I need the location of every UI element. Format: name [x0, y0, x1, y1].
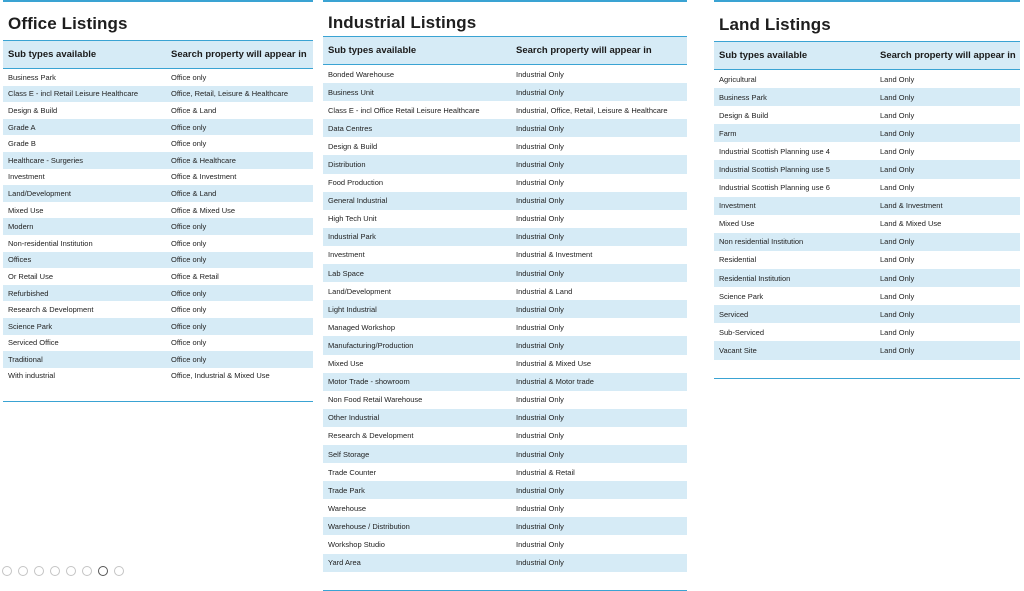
- subtype-cell: Business Park: [714, 88, 875, 106]
- subtype-cell: Manufacturing/Production: [323, 336, 511, 354]
- subtype-cell: Warehouse: [328, 503, 367, 513]
- search-category-cell: Industrial Only: [516, 503, 564, 513]
- column-header-subtypes: Sub types available: [323, 37, 511, 65]
- subtype-cell: Motor Trade - showroom: [323, 373, 511, 391]
- subtype-cell: Food Production: [328, 178, 384, 188]
- table-row: [323, 246, 687, 264]
- industrial-listings-title: Industrial Listings: [328, 13, 477, 32]
- search-category-cell: Office only: [166, 119, 313, 136]
- table-row: [323, 391, 687, 409]
- table-row: [3, 252, 313, 269]
- table-row: [3, 318, 313, 335]
- search-category-cell: Land Only: [875, 233, 1020, 251]
- search-category-cell: Industrial Only: [511, 409, 687, 427]
- table-row: [714, 179, 1020, 197]
- search-category-cell: Office & Mixed Use: [171, 205, 236, 215]
- search-category-cell: Land Only: [880, 255, 915, 265]
- search-category-cell: Industrial & Land: [516, 286, 573, 296]
- search-category-cell: Industrial Only: [511, 264, 687, 282]
- subtype-cell: Business Unit: [323, 83, 511, 101]
- subtype-cell: Mixed Use: [8, 205, 44, 215]
- search-category-cell: Industrial Only: [516, 431, 564, 441]
- table-row: [323, 83, 687, 101]
- table-row: [3, 351, 313, 368]
- table-row: [3, 69, 313, 86]
- table-row: [323, 228, 687, 246]
- video-icon[interactable]: [98, 566, 108, 576]
- subtype-cell: Class E - incl Office Retail Leisure Healthcare: [328, 105, 480, 115]
- search-category-cell: Office & Land: [166, 185, 313, 202]
- subtype-cell: High Tech Unit: [328, 214, 377, 224]
- subtype-cell: Workshop Studio: [328, 539, 385, 549]
- land-listings-table: [714, 41, 1020, 379]
- table-row: [323, 445, 687, 463]
- search-category-cell: Office only: [166, 285, 313, 302]
- search-category-cell: Land Only: [880, 327, 915, 337]
- table-row: [3, 285, 313, 302]
- table-row: [3, 368, 313, 385]
- search-category-cell: Industrial Only: [511, 228, 687, 246]
- search-category-cell: Land Only: [880, 74, 915, 84]
- table-row: [714, 142, 1020, 160]
- search-category-cell: Industrial & Motor trade: [511, 373, 687, 391]
- subtype-cell: Residential Institution: [714, 269, 875, 287]
- search-category-cell: Office only: [171, 72, 207, 82]
- more-icon[interactable]: [114, 566, 124, 576]
- divider: [323, 572, 687, 591]
- subtype-cell: Serviced Office: [8, 338, 59, 348]
- table-row: [323, 336, 687, 354]
- divider: [714, 360, 1020, 379]
- table-row: [323, 463, 687, 481]
- subtype-cell: Mixed Use: [328, 359, 364, 369]
- search-category-cell: Office, Industrial & Mixed Use: [171, 371, 270, 381]
- table-row: [323, 101, 687, 119]
- table-row: [323, 300, 687, 318]
- table-row: [323, 155, 687, 173]
- search-category-cell: Land Only: [880, 146, 915, 156]
- subtype-cell: Investment: [714, 197, 875, 215]
- search-category-cell: Land Only: [880, 291, 915, 301]
- subtype-cell: Non-residential Institution: [8, 238, 93, 248]
- table-row: [714, 215, 1020, 233]
- search-category-cell: Office & Retail: [171, 271, 219, 281]
- table-row: [323, 192, 687, 210]
- search-category-cell: Industrial Only: [516, 539, 564, 549]
- table-row: [323, 174, 687, 192]
- subtype-cell: Farm: [714, 124, 875, 142]
- table-header-row: [714, 42, 1020, 70]
- subtype-cell: Self Storage: [323, 445, 511, 463]
- subtype-cell: Lab Space: [323, 264, 511, 282]
- search-category-cell: Land Only: [875, 341, 1020, 359]
- table-row: [714, 233, 1020, 251]
- subtype-cell: Research & Development: [8, 305, 94, 315]
- subtype-cell: Modern: [3, 218, 166, 235]
- subtype-cell: Design & Build: [8, 105, 58, 115]
- subtype-cell: Other Industrial: [323, 409, 511, 427]
- search-category-cell: Industrial Only: [511, 336, 687, 354]
- search-category-cell: Office only: [171, 305, 207, 315]
- table-row: [3, 102, 313, 119]
- column-header-subtypes: Sub types available: [714, 42, 875, 70]
- search-category-cell: Land & Investment: [875, 197, 1020, 215]
- table-row: [323, 427, 687, 445]
- divider: [3, 384, 313, 401]
- table-row: [323, 137, 687, 155]
- search-category-cell: Industrial Only: [511, 155, 687, 173]
- table-header-row: [323, 37, 687, 65]
- search-category-cell: Industrial Only: [511, 481, 687, 499]
- table-row: [3, 135, 313, 152]
- table-bottom-border: [323, 572, 687, 591]
- zoom-icon[interactable]: [66, 566, 76, 576]
- table-row: [3, 301, 313, 318]
- search-category-cell: Industrial Only: [511, 192, 687, 210]
- search-category-cell: Industrial Only: [516, 214, 564, 224]
- search-category-cell: Office & Investment: [171, 172, 237, 182]
- subtype-cell: Design & Build: [719, 110, 769, 120]
- column-header-search: Search property will appear in: [875, 42, 1020, 70]
- search-category-cell: Industrial Only: [511, 119, 687, 137]
- table-row: [323, 355, 687, 373]
- table-row: [323, 535, 687, 553]
- subtype-cell: Science Park: [719, 291, 764, 301]
- subtype-cell: With industrial: [8, 371, 56, 381]
- table-row: [3, 335, 313, 352]
- table-row: [714, 269, 1020, 287]
- search-category-cell: Office & Healthcare: [166, 152, 313, 169]
- subtype-cell: Grade B: [8, 139, 36, 149]
- search-category-cell: Industrial Only: [511, 445, 687, 463]
- subtype-cell: Land/Development: [328, 286, 391, 296]
- subtype-cell: Distribution: [323, 155, 511, 173]
- table-row: [323, 210, 687, 228]
- table-row: [714, 70, 1020, 89]
- search-category-cell: Land Only: [880, 183, 915, 193]
- subtype-cell: Class E - incl Retail Leisure Healthcare: [3, 86, 166, 103]
- search-category-cell: Office only: [166, 318, 313, 335]
- search-category-cell: Land & Mixed Use: [880, 219, 942, 229]
- subtype-cell: Industrial Scottish Planning use 4: [719, 146, 830, 156]
- table-row: [323, 554, 687, 572]
- search-category-cell: Land Only: [875, 269, 1020, 287]
- search-category-cell: Industrial Only: [516, 141, 564, 151]
- subtype-cell: General Industrial: [323, 192, 511, 210]
- table-bottom-border: [3, 384, 313, 401]
- table-row: [714, 124, 1020, 142]
- industrial-listings-panel: [323, 0, 687, 591]
- search-category-cell: Industrial, Office, Retail, Leisure & Healthcare: [516, 105, 668, 115]
- subtype-cell: Business Park: [8, 72, 56, 82]
- subtype-cell: Grade A: [3, 119, 166, 136]
- subtype-cell: Refurbished: [3, 285, 166, 302]
- search-category-cell: Industrial Only: [516, 322, 564, 332]
- column-header-search: Search property will appear in: [166, 41, 313, 69]
- table-row: [3, 202, 313, 219]
- table-row: [714, 88, 1020, 106]
- table-row: [714, 197, 1020, 215]
- table-row: [3, 119, 313, 136]
- subtype-cell: Agricultural: [719, 74, 757, 84]
- office-listings-table: [3, 40, 313, 402]
- subtype-cell: Non residential Institution: [714, 233, 875, 251]
- search-category-cell: Industrial Only: [511, 83, 687, 101]
- search-category-cell: Industrial Only: [511, 554, 687, 572]
- subtype-cell: Land/Development: [3, 185, 166, 202]
- subtype-cell: Healthcare - Surgeries: [3, 152, 166, 169]
- subtype-cell: Serviced: [714, 305, 875, 323]
- copy-icon[interactable]: [50, 566, 60, 576]
- search-category-cell: Office only: [166, 252, 313, 269]
- table-row: [323, 318, 687, 336]
- table-row: [3, 218, 313, 235]
- table-row: [714, 323, 1020, 341]
- search-category-cell: Industrial & Mixed Use: [516, 359, 592, 369]
- table-row: [323, 264, 687, 282]
- office-listings-panel: [3, 0, 313, 402]
- land-listings-title: Land Listings: [719, 15, 831, 34]
- table-row: [714, 287, 1020, 305]
- table-row: [323, 282, 687, 300]
- subtype-cell: Industrial Scottish Planning use 5: [714, 160, 875, 178]
- subtype-cell: Investment: [8, 172, 45, 182]
- table-row: [323, 517, 687, 535]
- column-header-search: Search property will appear in: [511, 37, 687, 65]
- forward-icon[interactable]: [18, 566, 28, 576]
- back-icon[interactable]: [2, 566, 12, 576]
- search-category-cell: Office only: [171, 238, 207, 248]
- search-category-cell: Industrial Only: [511, 300, 687, 318]
- search-category-cell: Office only: [166, 218, 313, 235]
- subtype-cell: Offices: [3, 252, 166, 269]
- subtype-cell: Trade Counter: [328, 467, 377, 477]
- table-row: [3, 152, 313, 169]
- table-row: [323, 65, 687, 84]
- subtype-cell: Warehouse / Distribution: [323, 517, 511, 535]
- search-category-cell: Industrial Only: [516, 178, 564, 188]
- subtype-cell: Mixed Use: [719, 219, 755, 229]
- table-bottom-border: [714, 360, 1020, 379]
- table-row: [3, 86, 313, 103]
- search-category-cell: Office only: [171, 338, 207, 348]
- subtype-cell: Residential: [719, 255, 757, 265]
- land-listings-panel: [714, 0, 1020, 379]
- search-category-cell: Land Only: [875, 88, 1020, 106]
- table-row: [3, 268, 313, 285]
- subtype-cell: Trade Park: [323, 481, 511, 499]
- office-listings-title: Office Listings: [8, 14, 128, 33]
- pen-icon[interactable]: [34, 566, 44, 576]
- subtype-cell: Science Park: [3, 318, 166, 335]
- search-category-cell: Land Only: [875, 124, 1020, 142]
- table-row: [3, 185, 313, 202]
- subtype-cell: Or Retail Use: [8, 271, 54, 281]
- search-category-cell: Office & Land: [171, 105, 217, 115]
- subtype-cell: Traditional: [3, 351, 166, 368]
- slideshow-toolbar: [2, 566, 124, 577]
- search-category-cell: Industrial Only: [516, 395, 564, 405]
- subtype-cell: Industrial Scottish Planning use 6: [719, 183, 830, 193]
- subtype-cell: Light Industrial: [323, 300, 511, 318]
- table-row: [323, 481, 687, 499]
- subtype-cell: Design & Build: [328, 141, 378, 151]
- search-category-cell: Land Only: [880, 110, 915, 120]
- search-category-cell: Industrial Only: [511, 517, 687, 535]
- search-category-cell: Industrial Only: [516, 69, 564, 79]
- search-category-cell: Office only: [171, 139, 207, 149]
- table-header-row: [3, 41, 313, 69]
- subtype-cell: Bonded Warehouse: [328, 69, 395, 79]
- table-row: [323, 373, 687, 391]
- search-category-cell: Land Only: [875, 160, 1020, 178]
- subtype-cell: Industrial Park: [323, 228, 511, 246]
- subtype-cell: Managed Workshop: [328, 322, 395, 332]
- subtype-cell: Investment: [328, 250, 365, 260]
- table-row: [714, 305, 1020, 323]
- subtype-cell: Sub-Serviced: [719, 327, 765, 337]
- table-row: [3, 235, 313, 252]
- search-category-cell: Industrial & Retail: [516, 467, 575, 477]
- subtype-cell: Yard Area: [323, 554, 511, 572]
- search-category-cell: Land Only: [875, 305, 1020, 323]
- search-category-cell: Office, Retail, Leisure & Healthcare: [166, 86, 313, 103]
- column-header-subtypes: Sub types available: [3, 41, 166, 69]
- table-row: [323, 499, 687, 517]
- subtype-cell: Research & Development: [328, 431, 414, 441]
- table-row: [323, 119, 687, 137]
- search-category-cell: Office only: [166, 351, 313, 368]
- subtype-cell: Vacant Site: [714, 341, 875, 359]
- table-row: [3, 169, 313, 186]
- subtype-cell: Non Food Retail Warehouse: [328, 395, 423, 405]
- industrial-listings-table: [323, 36, 687, 591]
- table-row: [714, 251, 1020, 269]
- grid-icon[interactable]: [82, 566, 92, 576]
- table-row: [714, 160, 1020, 178]
- table-row: [323, 409, 687, 427]
- table-row: [714, 341, 1020, 359]
- table-row: [714, 106, 1020, 124]
- search-category-cell: Industrial & Investment: [516, 250, 593, 260]
- subtype-cell: Data Centres: [323, 119, 511, 137]
